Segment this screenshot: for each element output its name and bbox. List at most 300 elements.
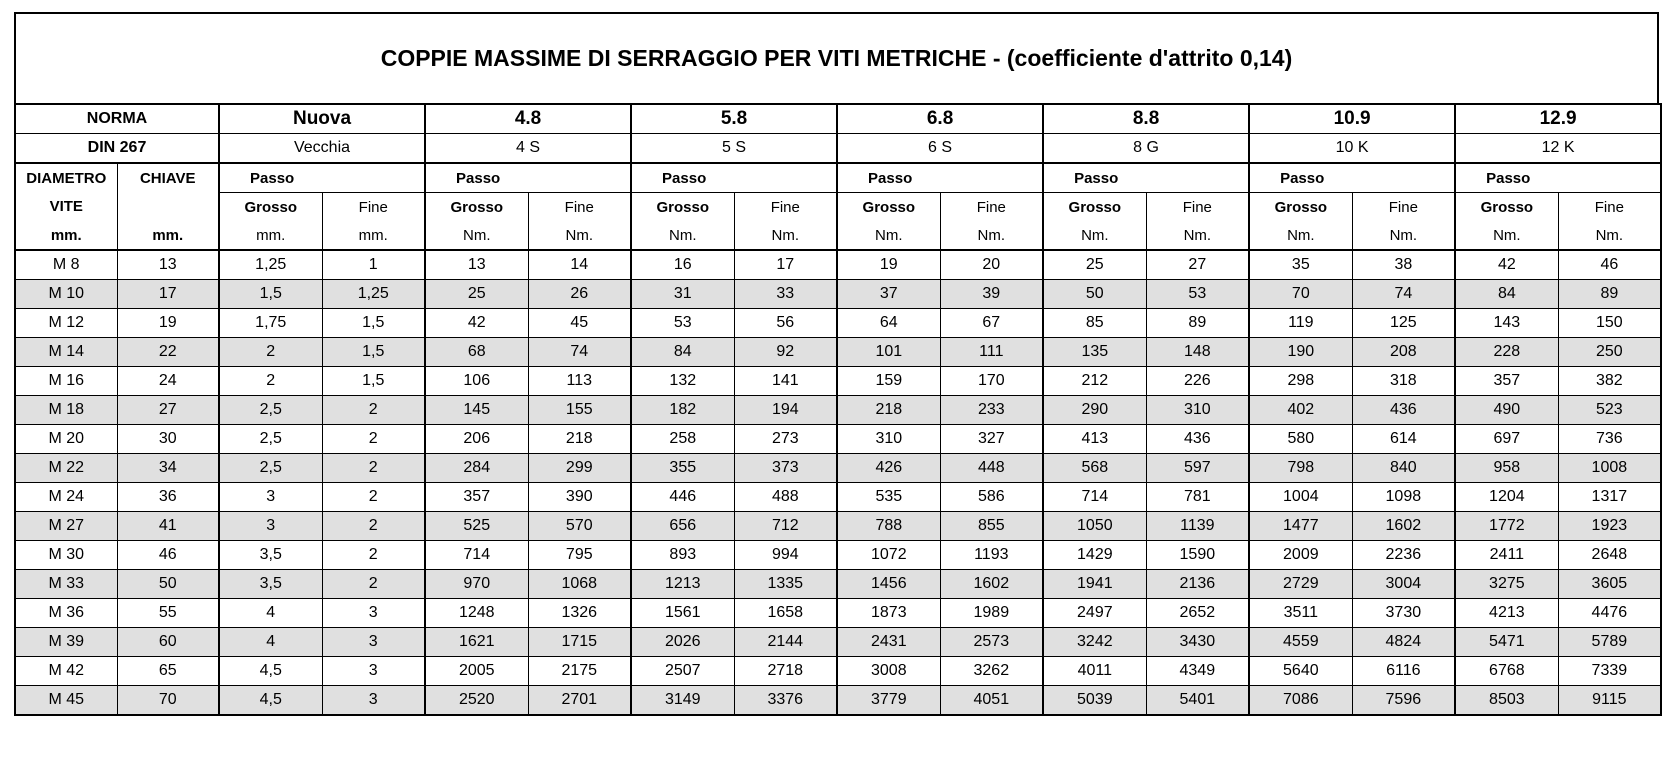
table-cell: 233 [940,396,1043,425]
fine-label: Fine [940,193,1043,222]
table-cell: 1213 [631,570,734,599]
table-cell: 1658 [734,599,837,628]
table-cell: 45 [528,309,631,338]
table-cell: 2520 [425,686,528,716]
table-cell: 2 [322,541,425,570]
table-cell: 1,25 [322,280,425,309]
table-cell: 148 [1146,338,1249,367]
table-row [15,454,1661,483]
class-new-4-8: 4.8 [425,104,631,134]
table-cell: 111 [940,338,1043,367]
table-cell: 3 [322,599,425,628]
table-cell: 3008 [837,657,940,686]
table-cell: 3 [322,628,425,657]
table-cell: 68 [425,338,528,367]
table-row [15,483,1661,512]
table-cell: 3430 [1146,628,1249,657]
grosso-label: Grosso [631,193,734,222]
table-cell: 1429 [1043,541,1146,570]
table-cell: 570 [528,512,631,541]
table-cell: 712 [734,512,837,541]
header-row-new-class [15,104,1661,134]
table-cell: 113 [528,367,631,396]
table-cell: 1248 [425,599,528,628]
table-cell: 1204 [1455,483,1558,512]
table-cell: 34 [117,454,219,483]
table-cell: 38 [1352,250,1455,280]
table-cell: 26 [528,280,631,309]
diametro-label: DIAMETRO [15,163,117,193]
table-cell: 2 [219,338,322,367]
table-cell: 523 [1558,396,1661,425]
table-cell: 50 [1043,280,1146,309]
table-cell: 855 [940,512,1043,541]
table-cell: 24 [117,367,219,396]
table-cell: 355 [631,454,734,483]
table-cell: 84 [631,338,734,367]
table-cell: 3 [322,686,425,716]
table-cell: 436 [1352,396,1455,425]
table-cell: 2 [322,454,425,483]
table-cell: 614 [1352,425,1455,454]
table-cell: 1477 [1249,512,1352,541]
table-cell: 310 [837,425,940,454]
table-cell: 145 [425,396,528,425]
class-new-10-9: 10.9 [1249,104,1455,134]
table-cell: 1,75 [219,309,322,338]
unit-nm: Nm. [528,221,631,250]
table-cell: 17 [734,250,837,280]
table-cell: 208 [1352,338,1455,367]
table-cell: 2,5 [219,396,322,425]
table-cell: 1068 [528,570,631,599]
class-old-5s: 5 S [631,134,837,164]
grosso-label: Grosso [219,193,322,222]
torque-table-sheet [14,12,1659,716]
table-cell: 27 [117,396,219,425]
table-row [15,338,1661,367]
table-title: COPPIE MASSIME DI SERRAGGIO PER VITI METRICHE - (coefficiente d'attrito 0,14) [14,12,1659,103]
table-cell: M 10 [15,280,117,309]
table-cell: 39 [940,280,1043,309]
table-cell: 27 [1146,250,1249,280]
table-cell: 194 [734,396,837,425]
table-cell: 9115 [1558,686,1661,716]
table-cell: 206 [425,425,528,454]
table-cell: 2026 [631,628,734,657]
table-cell: 1050 [1043,512,1146,541]
nuova-label: Nuova [219,104,425,134]
passo-label: Passo [837,163,1043,193]
table-cell: 7086 [1249,686,1352,716]
table-cell: 8503 [1455,686,1558,716]
table-cell: 17 [117,280,219,309]
table-cell: 310 [1146,396,1249,425]
table-cell: 2 [322,425,425,454]
unit-nm: Nm. [940,221,1043,250]
table-cell: 4213 [1455,599,1558,628]
table-cell: 2005 [425,657,528,686]
table-cell: M 14 [15,338,117,367]
table-cell: 284 [425,454,528,483]
table-cell: 2175 [528,657,631,686]
table-cell: 143 [1455,309,1558,338]
table-cell: 298 [1249,367,1352,396]
table-cell: 299 [528,454,631,483]
table-cell: 402 [1249,396,1352,425]
table-cell: 42 [1455,250,1558,280]
table-cell: 65 [117,657,219,686]
table-cell: 3004 [1352,570,1455,599]
table-cell: 92 [734,338,837,367]
table-cell: 1989 [940,599,1043,628]
table-cell: 53 [631,309,734,338]
table-cell: 2136 [1146,570,1249,599]
table-body [15,250,1661,715]
table-cell: 714 [425,541,528,570]
table-cell: 19 [837,250,940,280]
table-cell: 357 [425,483,528,512]
passo-label: Passo [1043,163,1249,193]
table-cell: 2,5 [219,454,322,483]
table-cell: 212 [1043,367,1146,396]
table-cell: 970 [425,570,528,599]
table-cell: 7596 [1352,686,1455,716]
table-cell: 373 [734,454,837,483]
table-cell: 3275 [1455,570,1558,599]
table-cell: 74 [1352,280,1455,309]
table-cell: 106 [425,367,528,396]
table-cell: 580 [1249,425,1352,454]
table-cell: 1602 [1352,512,1455,541]
table-cell: 2411 [1455,541,1558,570]
class-new-8-8: 8.8 [1043,104,1249,134]
table-cell: 150 [1558,309,1661,338]
table-cell: 2 [322,570,425,599]
table-cell: 5789 [1558,628,1661,657]
table-cell: 14 [528,250,631,280]
table-cell: 1561 [631,599,734,628]
table-cell: M 20 [15,425,117,454]
table-cell: M 8 [15,250,117,280]
table-cell: 1,5 [322,309,425,338]
table-cell: 656 [631,512,734,541]
table-cell: 170 [940,367,1043,396]
table-cell: 1326 [528,599,631,628]
table-cell: 25 [1043,250,1146,280]
table-cell: 327 [940,425,1043,454]
table-cell: 893 [631,541,734,570]
table-cell: 446 [631,483,734,512]
table-cell: 290 [1043,396,1146,425]
class-old-12k: 12 K [1455,134,1661,164]
passo-label: Passo [1455,163,1661,193]
table-cell: 36 [117,483,219,512]
table-cell: 182 [631,396,734,425]
table-cell: M 18 [15,396,117,425]
table-cell: 119 [1249,309,1352,338]
table-cell: 2507 [631,657,734,686]
table-cell: 1008 [1558,454,1661,483]
table-row [15,628,1661,657]
table-cell: 1317 [1558,483,1661,512]
table-row [15,541,1661,570]
table-cell: 1923 [1558,512,1661,541]
table-cell: 218 [837,396,940,425]
table-cell: M 16 [15,367,117,396]
table-cell: 3730 [1352,599,1455,628]
table-cell: 1 [322,250,425,280]
table-row [15,309,1661,338]
table-cell: 597 [1146,454,1249,483]
table-cell: 3 [219,512,322,541]
table-cell: 788 [837,512,940,541]
table-cell: 1335 [734,570,837,599]
table-cell: 155 [528,396,631,425]
passo-label: Passo [219,163,425,193]
table-cell: 4,5 [219,657,322,686]
table-cell: 70 [1249,280,1352,309]
table-cell: 1072 [837,541,940,570]
table-cell: 25 [425,280,528,309]
table-cell: 4824 [1352,628,1455,657]
unit-mm: mm. [322,221,425,250]
table-cell: 1139 [1146,512,1249,541]
header-row-units [15,221,1661,250]
table-row [15,396,1661,425]
table-cell: 37 [837,280,940,309]
table-cell: 33 [734,280,837,309]
table-cell: 22 [117,338,219,367]
table-cell: 795 [528,541,631,570]
table-cell: 2,5 [219,425,322,454]
table-cell: 568 [1043,454,1146,483]
table-cell: 2652 [1146,599,1249,628]
table-cell: 159 [837,367,940,396]
fine-label: Fine [1352,193,1455,222]
table-cell: 488 [734,483,837,512]
table-cell: 226 [1146,367,1249,396]
table-cell: 1590 [1146,541,1249,570]
table-cell: 250 [1558,338,1661,367]
table-cell: 1,5 [322,367,425,396]
header-row-old-class [15,134,1661,164]
unit-nm: Nm. [1455,221,1558,250]
class-old-4s: 4 S [425,134,631,164]
table-cell: M 45 [15,686,117,716]
table-cell: 89 [1558,280,1661,309]
passo-label: Passo [1249,163,1455,193]
table-cell: 1456 [837,570,940,599]
table-cell: 2236 [1352,541,1455,570]
table-cell: 141 [734,367,837,396]
table-row [15,657,1661,686]
table-cell: 382 [1558,367,1661,396]
table-cell: 958 [1455,454,1558,483]
table-cell: 13 [117,250,219,280]
table-cell: M 33 [15,570,117,599]
unit-nm: Nm. [734,221,837,250]
table-cell: 2 [322,396,425,425]
table-cell: 50 [117,570,219,599]
table-cell: 4559 [1249,628,1352,657]
table-cell: 357 [1455,367,1558,396]
class-new-5-8: 5.8 [631,104,837,134]
unit-nm: Nm. [631,221,734,250]
class-old-10k: 10 K [1249,134,1455,164]
table-cell: 6116 [1352,657,1455,686]
table-cell: 390 [528,483,631,512]
table-row [15,425,1661,454]
table-cell: 436 [1146,425,1249,454]
chiave-unit: mm. [117,221,219,250]
table-cell: 840 [1352,454,1455,483]
table-cell: 4 [219,628,322,657]
table-cell: 525 [425,512,528,541]
unit-nm: Nm. [1352,221,1455,250]
table-cell: 3605 [1558,570,1661,599]
table-cell: 2729 [1249,570,1352,599]
table-cell: M 36 [15,599,117,628]
table-cell: 55 [117,599,219,628]
table-cell: 413 [1043,425,1146,454]
unit-nm: Nm. [425,221,528,250]
table-cell: 2 [322,483,425,512]
table-cell: 132 [631,367,734,396]
table-row [15,280,1661,309]
table-cell: 3779 [837,686,940,716]
unit-nm: Nm. [837,221,940,250]
unit-mm: mm. [219,221,322,250]
header-row-passo [15,163,1661,193]
table-cell: 1941 [1043,570,1146,599]
table-row [15,367,1661,396]
table-cell: 781 [1146,483,1249,512]
table-cell: 56 [734,309,837,338]
class-old-8g: 8 G [1043,134,1249,164]
table-cell: 190 [1249,338,1352,367]
class-new-12-9: 12.9 [1455,104,1661,134]
table-cell: 736 [1558,425,1661,454]
table-cell: 53 [1146,280,1249,309]
table-cell: 1098 [1352,483,1455,512]
table-cell: 3376 [734,686,837,716]
table-cell: M 30 [15,541,117,570]
table-cell: 697 [1455,425,1558,454]
table-cell: 4011 [1043,657,1146,686]
table-row [15,599,1661,628]
table-cell: 4349 [1146,657,1249,686]
table-cell: 5401 [1146,686,1249,716]
table-cell: 46 [117,541,219,570]
table-cell: 3 [322,657,425,686]
diametro-unit: mm. [15,221,117,250]
table-cell: 1,25 [219,250,322,280]
table-cell: 426 [837,454,940,483]
table-cell: 101 [837,338,940,367]
table-cell: 70 [117,686,219,716]
fine-label: Fine [734,193,837,222]
table-cell: 135 [1043,338,1146,367]
table-cell: 30 [117,425,219,454]
unit-nm: Nm. [1043,221,1146,250]
table-cell: 2497 [1043,599,1146,628]
table-row [15,250,1661,280]
table-cell: 16 [631,250,734,280]
fine-label: Fine [528,193,631,222]
table-cell: 60 [117,628,219,657]
table-cell: 1,5 [322,338,425,367]
table-cell: 20 [940,250,1043,280]
table-cell: 5640 [1249,657,1352,686]
table-cell: 5039 [1043,686,1146,716]
table-cell: 1193 [940,541,1043,570]
table-cell: 1772 [1455,512,1558,541]
table-cell: 85 [1043,309,1146,338]
table-cell: 2431 [837,628,940,657]
grosso-label: Grosso [425,193,528,222]
table-cell: 490 [1455,396,1558,425]
unit-nm: Nm. [1558,221,1661,250]
table-cell: 714 [1043,483,1146,512]
table-cell: 2 [322,512,425,541]
passo-label: Passo [631,163,837,193]
table-cell: 228 [1455,338,1558,367]
fine-label: Fine [322,193,425,222]
table-cell: 2009 [1249,541,1352,570]
table-cell: 535 [837,483,940,512]
table-cell: 13 [425,250,528,280]
table-cell: M 12 [15,309,117,338]
fine-label: Fine [1558,193,1661,222]
table-row [15,512,1661,541]
vite-label: VITE [15,193,117,222]
table-cell: 218 [528,425,631,454]
chiave-label: CHIAVE [117,163,219,193]
table-cell: 273 [734,425,837,454]
table-cell: 3262 [940,657,1043,686]
table-cell: 798 [1249,454,1352,483]
table-cell: 586 [940,483,1043,512]
table-cell: 67 [940,309,1043,338]
table-cell: 5471 [1455,628,1558,657]
table-cell: 31 [631,280,734,309]
class-new-6-8: 6.8 [837,104,1043,134]
chiave-blank [117,193,219,222]
table-cell: 74 [528,338,631,367]
table-cell: 4476 [1558,599,1661,628]
unit-nm: Nm. [1146,221,1249,250]
table-cell: 2648 [1558,541,1661,570]
vecchia-label: Vecchia [219,134,425,164]
norma-label: NORMA [15,104,219,134]
table-cell: 2573 [940,628,1043,657]
table-cell: 1004 [1249,483,1352,512]
table-cell: 258 [631,425,734,454]
table-cell: 1873 [837,599,940,628]
table-cell: 1621 [425,628,528,657]
table-cell: 448 [940,454,1043,483]
table-cell: 4051 [940,686,1043,716]
table-cell: 41 [117,512,219,541]
table-cell: 2701 [528,686,631,716]
table-cell: 3,5 [219,541,322,570]
class-old-6s: 6 S [837,134,1043,164]
table-cell: 35 [1249,250,1352,280]
grosso-label: Grosso [837,193,940,222]
table-cell: 3149 [631,686,734,716]
table-cell: 2718 [734,657,837,686]
